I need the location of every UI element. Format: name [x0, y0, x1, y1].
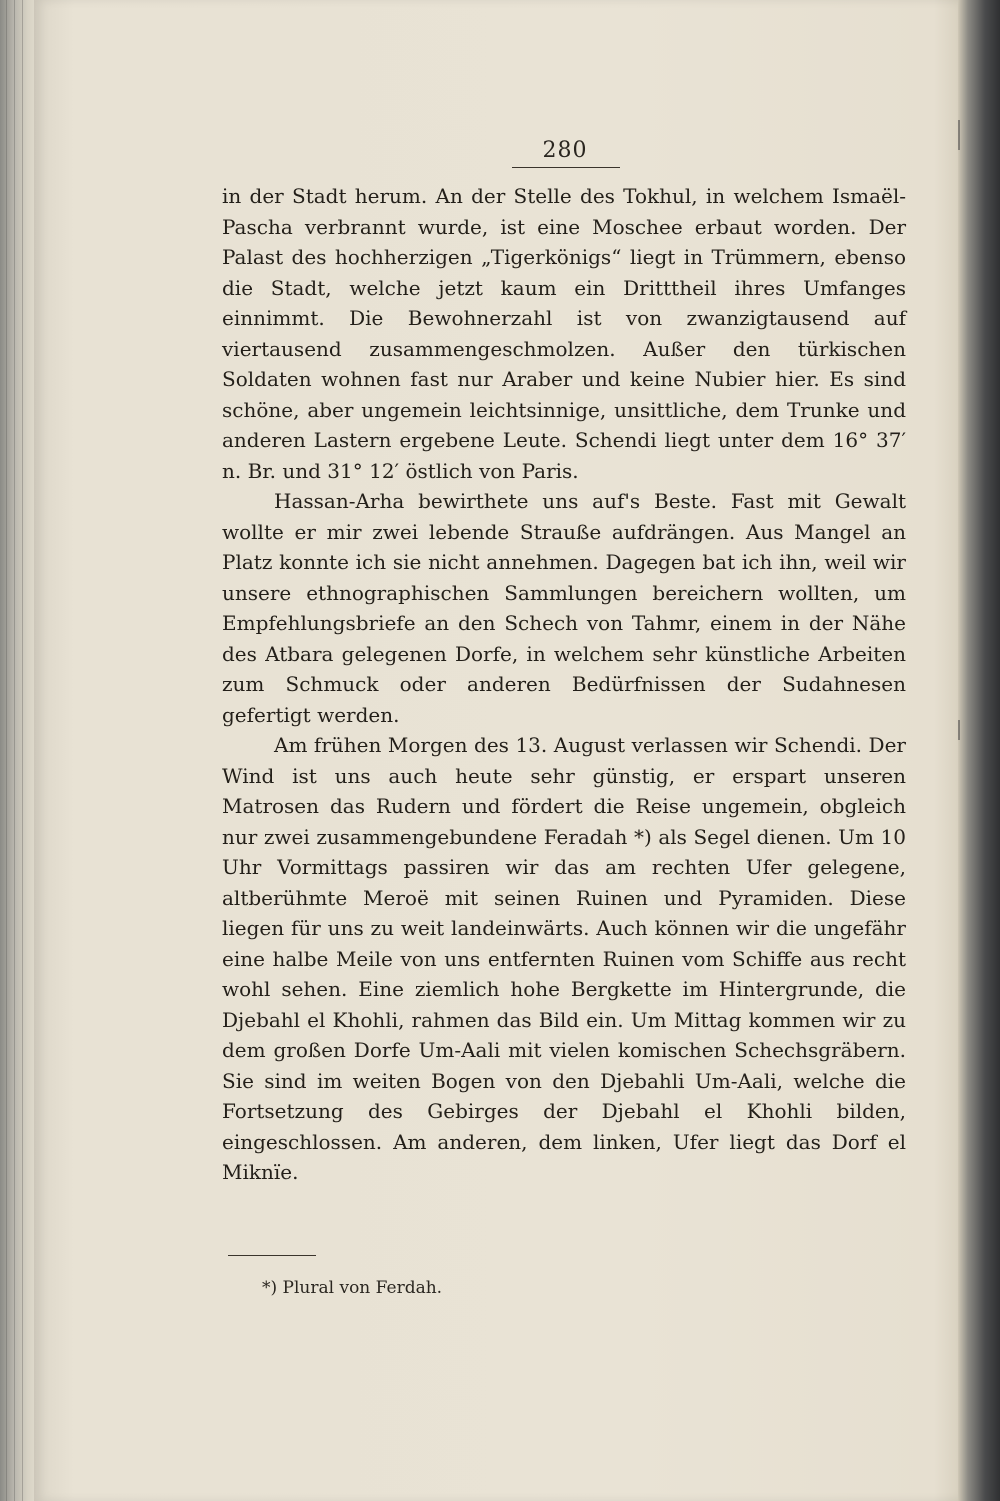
- footnote-rule: [228, 1255, 316, 1256]
- page-number: 280: [542, 138, 588, 163]
- body-text: [222, 181, 906, 1188]
- page-edge-mark: [958, 720, 960, 740]
- paragraph: in der Stadt herum. An der Stelle des Tokhul, in welchem Ismaël-Pascha verbrannt wurde, ist eine Moschee erbaut worden. Der Palast des hochherzigen „Tigerkönigs“ liegt in Trümmern, ebenso die Stadt, welche jetzt kaum ein Dritttheil ihres Umfanges einnimmt. Die Bewohnerzahl ist von zwanzigtausend auf viertausend zusammengeschmolzen. Außer den türkischen Soldaten wohnen fast nur Araber und keine Nubier hier. Es sind schöne, aber ungemein leichtsinnige, unsittliche, dem Trunke und anderen Lastern ergebene Leute. Schendi liegt unter dem 16° 37′ n. Br. und 31° 12′ östlich von Paris.: [222, 184, 906, 483]
- page-edge-mark: [958, 120, 960, 150]
- gutter-line: [22, 0, 23, 1501]
- footnote: *) Plural von Ferdah.: [262, 1278, 443, 1298]
- gutter-line: [14, 0, 15, 1501]
- paragraph: Hassan-Arha bewirthete uns auf's Beste. Fast mit Gewalt wollte er mir zwei lebende Strauße aufdrängen. Aus Mangel an Platz konnte ich sie nicht annehmen. Dagegen bat ich ihn, weil wir unsere ethnographischen Sammlungen bereichern wollten, um Empfehlungsbriefe an den Schech von Tahmr, einem in der Nähe des Atbara gelegenen Dorfe, in welchem sehr künstliche Arbeiten zum Schmuck oder anderen Bedürfnissen der Sudahnesen gefertigt werden.: [222, 489, 906, 727]
- paragraph: Am frühen Morgen des 13. August verlassen wir Schendi. Der Wind ist uns auch heute sehr günstig, er erspart unseren Matrosen das Rudern und fördert die Reise ungemein, obgleich nur zwei zusammengebundene Feradah *) als Segel dienen. Um 10 Uhr Vormittags passiren wir das am rechten Ufer gelegene, altberühmte Meroë mit seinen Ruinen und Pyramiden. Diese liegen für uns zu weit landeinwärts. Auch können wir die ungefähr eine halbe Meile von uns entfernten Ruinen vom Schiffe aus recht wohl sehen. Eine ziemlich hohe Bergkette im Hintergrunde, die Djebahl el Khohli, rahmen das Bild ein. Um Mittag kommen wir zu dem großen Dorfe Um-Aali mit vielen komischen Schechsgräbern. Sie sind im weiten Bogen von den Djebahli Um-Aali, welche die Fortsetzung des Gebirges der Djebahl el Khohli bilden, eingeschlossen. Am anderen, dem linken, Ufer liegt das Dorf el Miknïe.: [222, 733, 906, 1184]
- gutter-line: [6, 0, 7, 1501]
- page-number-rule: [512, 167, 620, 168]
